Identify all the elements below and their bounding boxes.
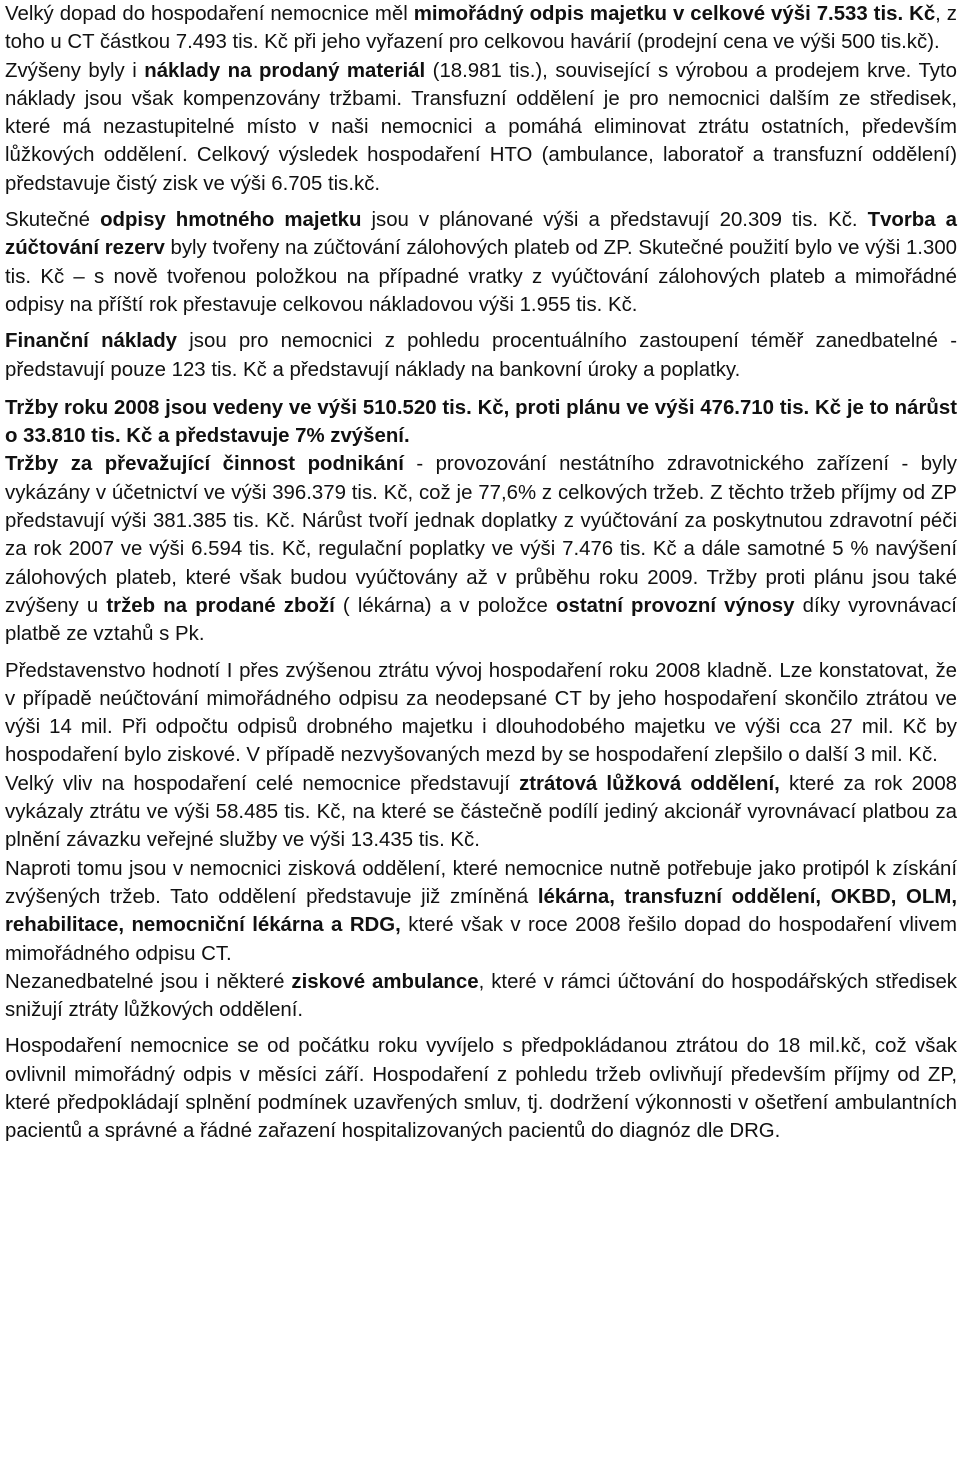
text-run: které za rok 2008 vykázaly ztrátu ve výši 58.485 tis. Kč, na které se částečně podílí jediný akcionář vyrovnávací platbou za plnění závazku veřejné služby ve výši 13.435 tis. Kč.	[5, 772, 958, 852]
text-run: , které v rámci účtování do hospodářských středisek snižují ztráty lůžkových oddělení.	[5, 970, 957, 1022]
paragraph-trzby-cinnost	[5, 450, 957, 648]
text-run: byly tvořeny na zúčtování zálohových plateb od ZP. Skutečné použití bylo ve výši 1.300 tis. Kč – s nově tvořenou položkou na případné vratky z vyúčtování zálohových plateb a mimořádné odpisy na příští rok přestavuje celkovou nákladovou výši 1.955 tis. Kč.	[5, 237, 957, 316]
text-run: Naproti tomu jsou v nemocnici zisková oddělení, které nemocnice nutně potřebuje jako protipól k získání zvýšených tržeb. Tato oddělení představuje již zmíněná	[5, 857, 957, 908]
text-run: díky vyrovnávací platbě ze vztahů s Pk.	[5, 594, 957, 646]
paragraph-financni-naklady	[5, 327, 957, 384]
paragraph-predstavenstvo	[5, 657, 957, 770]
bold-text: Tržby roku 2008 jsou vedeny ve výši 510.520 tis. Kč, proti plánu ve výši 476.710 tis. Kč je to nárůst o 33.810 tis. Kč a představuje 7% zvýšení.	[5, 396, 957, 448]
paragraph-zisková-oddeleni	[5, 855, 957, 968]
paragraph-mimoradny-odpis	[5, 0, 957, 57]
paragraph-hospodareni-zaver	[5, 1032, 957, 1145]
paragraph-trzby-souhrn	[5, 394, 957, 451]
bold-text: Tvorba a zúčtování rezerv	[5, 209, 957, 260]
bold-text: odpisy hmotného majetku	[100, 209, 362, 232]
document-page	[5, 0, 957, 1146]
text-run: , z toho u CT částkou 7.493 tis. Kč při jeho vyřazení pro celkovou havárií (prodejní cena ve výši 500 tis.kč).	[5, 3, 957, 54]
paragraph-ztratova-oddeleni	[5, 770, 957, 855]
text-run: Velký dopad do hospodaření nemocnice měl	[5, 3, 414, 25]
text-run: které však v roce 2008 řešilo dopad do hospodaření vlivem mimořádného odpisu CT.	[5, 914, 958, 965]
text-run: Zvýšeny byly i	[5, 59, 145, 82]
text-run: - provozování nestátního zdravotnického zařízení - byly vykázány v účetnictví ve výši 396.379 tis. Kč, což je 77,6% z celkových tržeb. Z těchto tržeb příjmy od ZP představují výši 381.385 tis. Kč. Nárůst tvoří jednak doplatky z vyúčtování za poskytnutou zdravotní péči za rok 2007 ve výši 6.594 tis. Kč, regulační poplatky ve výši 7.476 tis. Kč a dále samotné 5 % navýšení zálohových plateb, které však budou vyúčtovány až v průběhu roku 2009. Tržby proti plánu jsou také zvýšeny u	[5, 453, 957, 617]
bold-text: tržeb na prodané zboží	[106, 594, 335, 617]
bold-text: ostatní provozní výnosy	[556, 594, 795, 617]
bold-text: Finanční náklady	[5, 330, 178, 353]
text-run: Hospodaření nemocnice se od počátku roku vyvíjelo s předpokládanou ztrátou do 18 mil.kč, což však ovlivnil mimořádný odpis v měsíci září. Hospodaření z pohledu tržeb ovlivňují především příjmy od ZP, které předpokládají splnění podmínek uzavřených smluv, tj. dodržení výkonnosti v ošetření ambulantních pacientů a správné a řádné zařazení hospitalizovaných pacientů do diagnóz dle DRG.	[5, 1035, 957, 1143]
bold-text: Tržby za převažující činnost podnikání	[5, 453, 404, 476]
bold-text: ztrátová lůžková oddělení,	[519, 772, 780, 795]
text-run: Nezanedbatelné jsou i některé	[5, 970, 292, 993]
bold-text: náklady na prodaný materiál	[144, 59, 426, 82]
text-run: Skutečné	[5, 209, 101, 232]
paragraph-ziskove-ambulance	[5, 968, 957, 1025]
paragraph-prodany-material	[5, 57, 957, 198]
text-run: jsou pro nemocnici z pohledu procentuálního zastoupení téměř zanedbatelné - představují pouze 123 tis. Kč a představují náklady na bankovní úroky a poplatky.	[5, 330, 957, 381]
paragraph-odpisy	[5, 206, 957, 319]
bold-text: mimořádný odpis majetku v celkové výši 7.533 tis. Kč	[413, 3, 936, 25]
text-run: Představenstvo hodnotí I přes zvýšenou ztrátu vývoj hospodaření roku 2008 kladně. Lze konstatovat, že v případě neúčtování mimořádného odpisu za neodepsané CT by jeho hospodaření skončilo ztrátou ve výši 14 mil. Při odpočtu odpisů drobného majetku i dlouhodobého majetku ve výši cca 27 mil. Kč by hospodaření bylo ziskové. V případě nezvyšovaných mezd by se hospodaření zlepšilo o další 3 mil. Kč.	[5, 659, 957, 767]
text-run: Velký vliv na hospodaření celé nemocnice představují	[5, 772, 520, 795]
bold-text: lékárna, transfuzní oddělení, OKBD, OLM, rehabilitace, nemocniční lékárna a RDG,	[5, 885, 957, 937]
text-run: ( lékárna) a v položce	[334, 594, 557, 617]
text-run: jsou v plánované výši a představují 20.309 tis. Kč.	[361, 209, 868, 232]
bold-text: ziskové ambulance	[291, 970, 479, 993]
text-run: (18.981 tis.), související s výrobou a prodejem krve. Tyto náklady jsou však kompenzovány tržbami. Transfuzní oddělení je pro nemocnici dalším ze středisek, které má nezastupitelné místo v naši nemocnici a pomáhá eliminovat ztrátu ostatních, především lůžkových oddělení. Celkový výsledek hospodaření HTO (ambulance, laboratoř a transfuzní oddělení) představuje čistý zisk ve výši 6.705 tis.kč.	[5, 59, 957, 195]
